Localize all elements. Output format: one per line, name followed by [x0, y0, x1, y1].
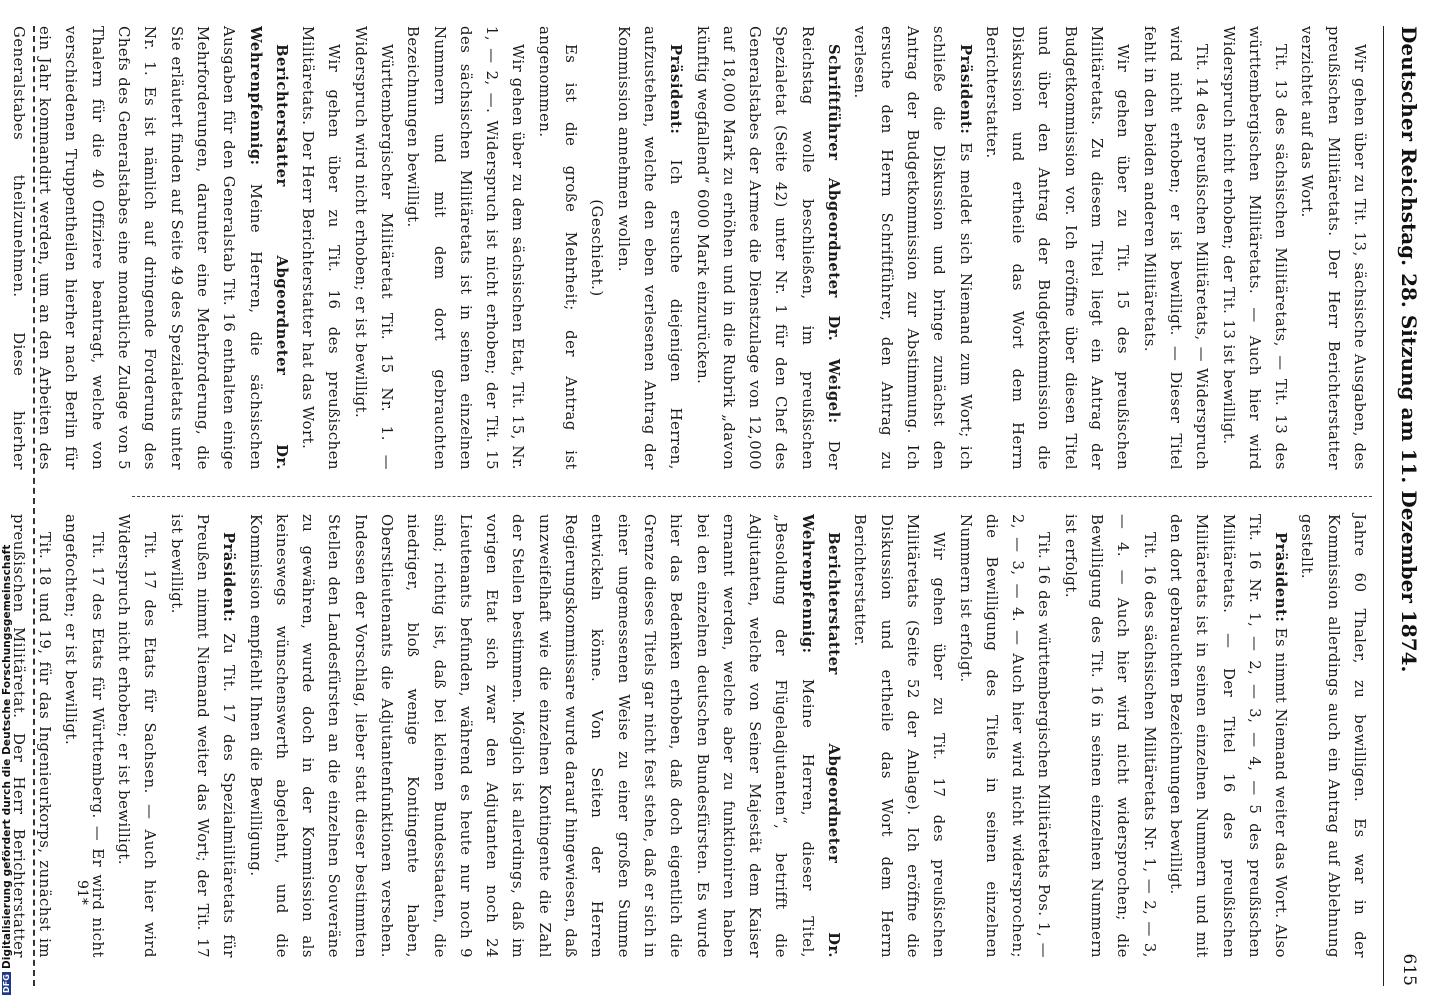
paragraph: Wir gehen über zu Tit. 13, sächsische Ausgaben, des preußischen Militäretats. Der Herr Berichterstatter verzichtet auf das Wort. [1298, 26, 1368, 470]
paragraph-text: Zu Tit. 17 des Spezialmilitäretats für Preußen nimmt Niemand weiter das Wort; der Tit. 17 ist bewilligt. [167, 514, 238, 958]
paragraph-text: Es meldet sich Niemand zum Wort; ich schließe die Diskussion und bringe zunächst den Antrag der Budgetkommission zur Abstimmung. Ich ersuche den Herrn Schriftführer, den Antrag zu verlesen. [851, 26, 974, 470]
paragraph: Tit. 13 des sächsischen Militäretats, — Tit. 13 des württembergischen Militäretats. — Auch hier wird Widerspruch nicht erhoben; der Tit. 13 ist bewilligt. [1219, 26, 1290, 470]
speaker-label: Präsident: [1272, 532, 1290, 623]
speaker-label: Präsident: [667, 44, 685, 135]
paragraph [162, 514, 241, 958]
header-title: Deutscher Reichstag. 28. Sitzung am 11. Dezember 1874. [1397, 26, 1421, 673]
paragraph: Tit. 16 des sächsischen Militäretats Nr. 1, — 2, — 3, — 4. — Auch hier wird nicht widersprochen; die Bewilligung des Tit. 16 in seinen einzelnen Nummern ist erfolgt. [1061, 514, 1158, 958]
column-divider [132, 496, 1372, 497]
speaker-label: Präsident: [956, 44, 974, 135]
paragraph [688, 26, 846, 470]
signature-mark: 91* [74, 880, 90, 905]
paragraph: Tit. 14 des preußischen Militäretats, — Widerspruch wird nicht erhoben; er ist bewilligt. — Dieser Titel fehlt in den beiden anderen Militäretats. [1140, 26, 1211, 470]
paragraph: Wir gehen über zu dem sächsischen Etat, Tit. 15, Nr. 1, — 2, —. Widerspruch ist nicht erhoben; der Tit. 15 des sächsischen Militäretats ist in seinen einzelnen Nummern und mit dem dort gebrauchten Bezeichnungen bewilligt. [404, 26, 527, 470]
dfg-logo: DFG [2, 974, 11, 993]
header-rule [1383, 26, 1384, 986]
paragraph [241, 514, 846, 958]
left-column [9, 26, 1372, 470]
page-header [1388, 26, 1430, 986]
paragraph [0, 26, 294, 470]
paragraph: Wir gehen über zu Tit. 15 des preußischen Militäretats. Zu diesem Titel liegt ein Antrag der Budgetkommission vor. Ich eröffne über diesen Titel und über den Antrag der Budgetkommission die Diskussion und ertheile das Wort dem Herrn Berichterstatter. [982, 26, 1132, 470]
speaker-label: Präsident: [220, 532, 238, 623]
paragraph: Wir gehen über zu Tit. 17 des preußischen Militäretats (Seite 52 der Anlage). Ich eröffne die Diskussion und ertheile das Wort dem Herrn Berichterstatter. [851, 514, 948, 958]
speaker-label: Berichterstatter Abgeordneter Dr. Wehrenpfennig: [246, 26, 290, 470]
paragraph: Tit. 17 des Etats für Sachsen. — Auch hier wird Widerspruch nicht erhoben; er ist bewilligt. [115, 514, 159, 958]
rotated-page [9, 0, 1430, 1000]
paragraph: Württembergischer Militäretat Tit. 15 Nr. 1. — Widerspruch wird nicht erhoben; er ist bewilligt. [351, 26, 396, 470]
paragraph-text: Meine Herren, die sächsischen Ausgaben für den Generalstab Tit. 16 enthalten einige Mehrforderungen, darunter eine Mehrforderung, die Sie erläutert finden auf Seite 49 des Spezialetats unter Nr. 1. Es ist nämlich auf dringende Forderung des Chefs des Generalstabes eine monatliche Zulage von 5 Thalern für die 40 Offiziere beantragt, welche von verschiedenen Truppentheilen hierher nach Berlin für ein Jahr kommandirt werden, um an den Arbeiten des Generalstabes theilzunehmen. Diese hierher [9, 26, 264, 470]
paragraph: Tit. 16 des württembergischen Militäretats Pos. 1, — 2, — 3, — 4. — Auch hier wird nicht widersprochen; die Bewilligung des Titels in seinen einzelnen Nummern ist erfolgt. [956, 514, 1053, 958]
paragraph [846, 26, 977, 470]
speaker-label: Berichterstatter Abgeordneter Dr. Wehrenpfennig: [798, 514, 843, 958]
bottom-edge [31, 26, 35, 986]
paragraph: Tit. 17 des Etats für Württemberg. — Er wird nicht angefochten; er ist bewilligt. [62, 514, 106, 958]
paragraph [1162, 514, 1293, 958]
paragraph-text: Der Reichstag wolle beschließen, im preußischen Spezialetat (Seite 42) unter Nr. 1 für den Chef des Generalstabes der Armee die Dienstzulage von 12,000 auf 18,000 Mark zu erhöhen und in die Rubrik „davon künftig wegfallend“ 6000 Mark einzurücken. [693, 26, 843, 470]
paragraph-text: Meine Herren, dieser Titel, „Besoldung der Flügeladjutanten“, betrifft die Adjutanten, welche von Seiner Majestät dem Kaiser ernannt werden, welche aber zu funktioniren haben bei den einzelnen deutschen Bundesfürsten. Es wurde hier das Bedenken erhoben, daß doch eigentlich die Grenze dieses Titels gar nicht fest stehe, daß er sich in einer ungemessenen Weise zu einer großen Summe entwickeln könne. Von Seiten der Herren Regierungskommissare wurde darauf hingewiesen, daß unzweifelhaft wie die einzelnen Kontingente die Zahl der Stellen bestimmen. Möglich ist allerdings, daß im vorigen Etat sich zwar den Adjutanten noch 24 Lieutenants befunden, während es heute nur noch 9 sind; richtig ist, daß bei kleinen Bundesstaaten, die niedriger, bloß wenige Kontingente haben, Oberstlieutenants die Adjutantenfunktionen versehen. Indessen der Vorschlag, lieber statt dieser bestimmten Stellen den Landesfürsten an die einzelnen Souveräne zu gewähren, wurde doch in der Kommission als keineswegs wünschenswerth abgelehnt, und die Kommission empfiehlt Ihnen die Bewilligung. [246, 514, 816, 959]
watermark-text: Digitalisierung gefördert durch die Deutsche Forschungsgemeinschaft [1, 544, 13, 970]
paragraph-text: Es nimmt Niemand weiter das Wort. Also Tit. 16 Nr. 1, — 2, — 3, — 4, — 5 des preußischen Militäretats. — Der Titel 16 des preußischen Militäretats ist in seinen einzelnen Nummern und mit den dort gebrauchten Bezeichnungen bewilligt. [1166, 514, 1290, 958]
speaker-label: Schriftführer Abgeordneter Dr. Weigel: [825, 44, 843, 424]
stage-direction: (Geschieht.) [588, 199, 606, 297]
paragraph-text: Ich ersuche diejenigen Herren, aufzustehen, welche den eben verlesenen Antrag der Kommission annehmen wollen. [614, 26, 685, 470]
paragraph: Wir gehen über zu Tit. 16 des preußischen Militäretats. Der Herr Berichterstatter hat das Wort. [299, 26, 343, 470]
paragraph: Tit. 18 und 19, für das Ingenieurkorps, zunächst im preußischen Militäretat. Der Herr Berichterstatter [9, 514, 54, 958]
page-number: 615 [1399, 953, 1419, 986]
paragraph: Es ist die große Mehrheit; der Antrag ist angenommen. [535, 26, 580, 470]
paragraph [609, 26, 688, 470]
paragraph: Jahre 60 Thaler, zu bewilligen. Es war in der Kommission allerdings auch ein Antrag auf Ablehnung gestellt. [1298, 514, 1368, 958]
